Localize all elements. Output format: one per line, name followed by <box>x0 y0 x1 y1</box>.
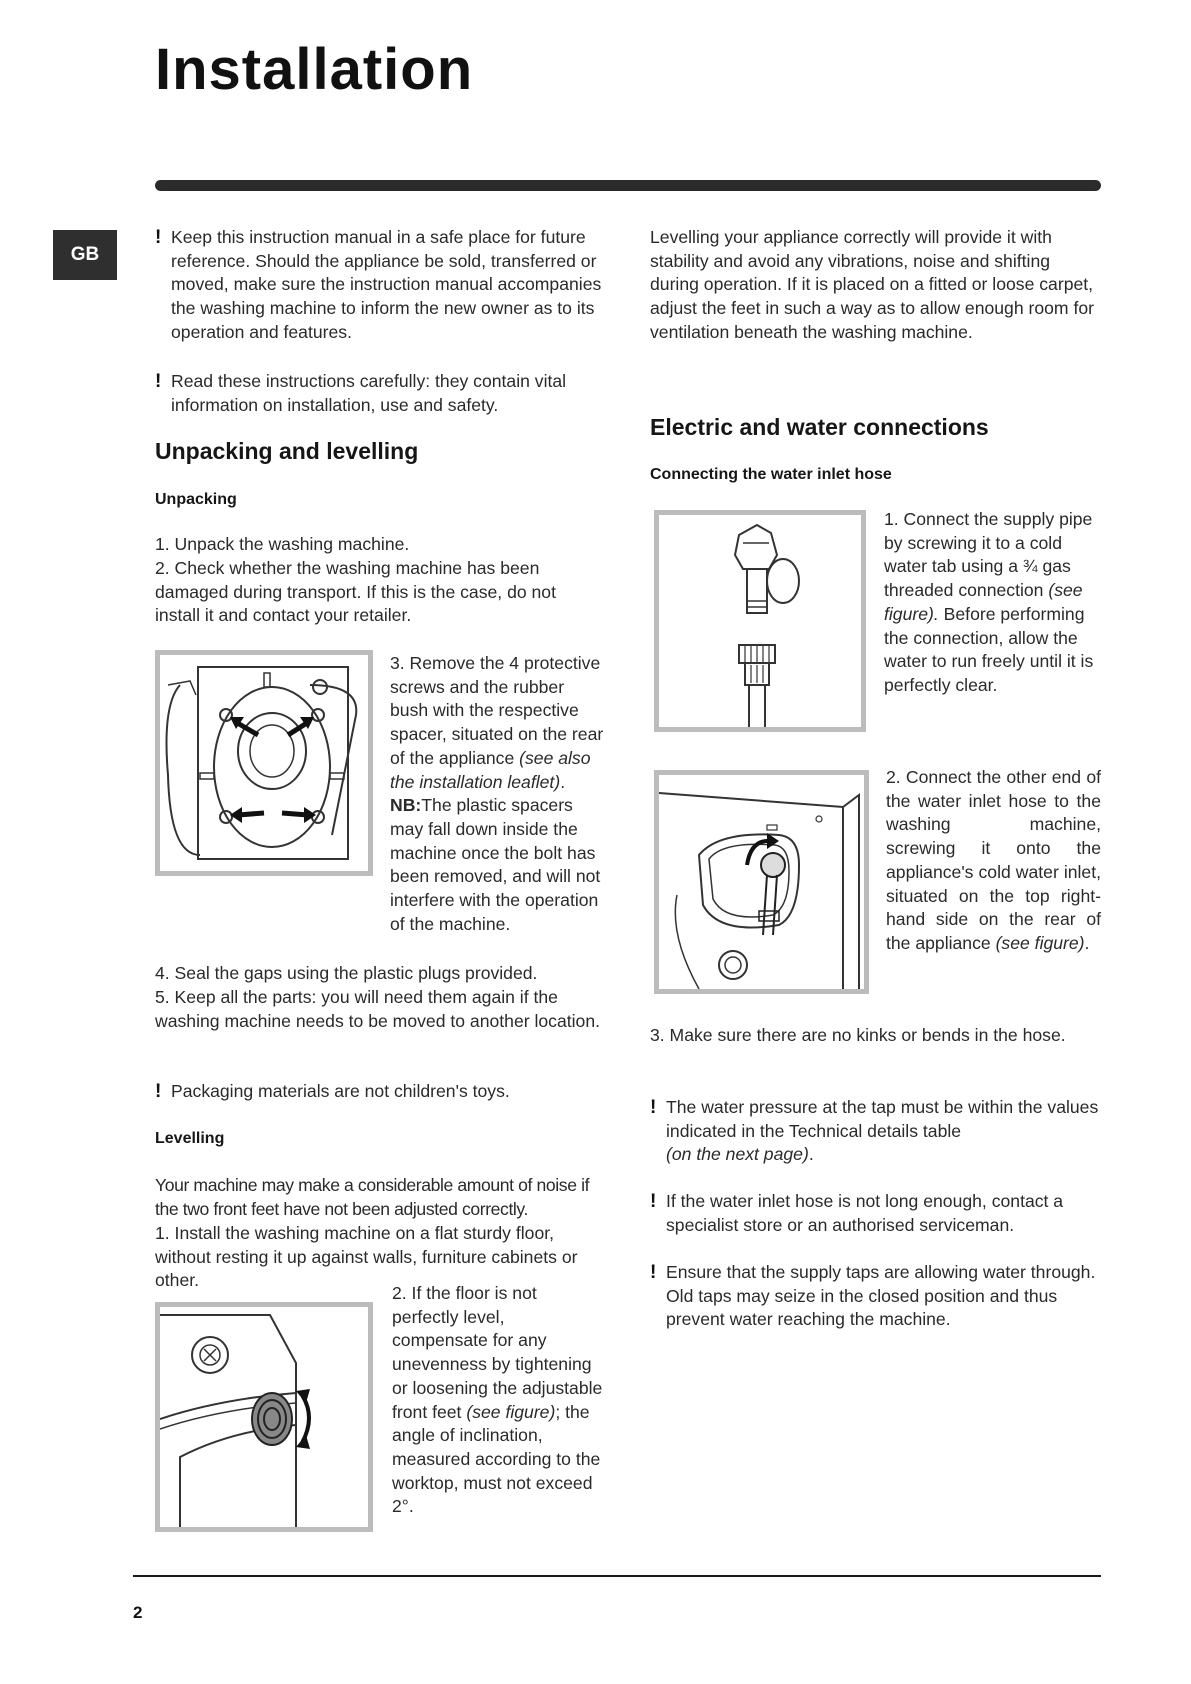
unpacking-step-3-text: 3. Remove the 4 protective screws and the rubber bush with the respective spacer, situated on the rear of the appliance <box>390 653 604 768</box>
subheading-water-inlet-hose: Connecting the water inlet hose <box>650 466 892 483</box>
pressure-warning-end: . <box>808 1144 814 1165</box>
intro-warning-2-text: Read these instructions carefully: they contain vital information on installation, use and safety. <box>171 371 567 415</box>
tap-figure <box>654 510 866 732</box>
warning-icon: ! <box>155 371 162 392</box>
levelling-intro: Your machine may make a considerable amount of noise if the two front feet have not been adjusted correctly. <box>155 1175 590 1219</box>
connection-step-1-reference: (see figure). <box>884 580 1083 624</box>
connection-step-2-text: 2. Connect the other end of the water inlet hose to the washing machine, screwing it onto the appliance's cold water inlet, situated on the top right-hand side on the rear of the appliance <box>886 767 1101 953</box>
pressure-warning-reference: (on the next page) <box>666 1144 809 1165</box>
supply-taps-warning <box>650 1261 1100 1332</box>
connection-step-2 <box>886 766 1101 956</box>
intro-warning-1 <box>155 226 605 345</box>
levelling-step-2 <box>392 1282 605 1519</box>
warning-icon: ! <box>155 227 162 248</box>
unpacking-step-4: 4. Seal the gaps using the plastic plugs provided. <box>155 963 538 983</box>
feet-figure <box>155 1302 373 1532</box>
unpacking-step-1: 1. Unpack the washing machine. <box>155 534 410 554</box>
connection-step-3: 3. Make sure there are no kinks or bends in the hose. <box>650 1025 1066 1045</box>
nb-text: The plastic spacers may fall down inside the machine once the bolt has been removed, and will not interfere with the operation of the machine. <box>390 795 601 934</box>
packaging-warning-text: Packaging materials are not children's toys. <box>171 1081 510 1101</box>
unpacking-step-3-reference: (see also the installation leaflet) <box>390 747 591 792</box>
levelling-step-2-end: ; the angle of inclination, measured according to the worktop, must not exceed 2°. <box>392 1401 601 1517</box>
warning-icon: ! <box>155 1081 162 1102</box>
water-tap-illustration <box>659 515 861 727</box>
rear-screws-figure <box>155 650 373 876</box>
rear-water-inlet-illustration <box>659 775 864 989</box>
intro-warning-2 <box>155 370 605 417</box>
connection-step-2-reference: (see figure) <box>995 932 1085 953</box>
hose-length-warning <box>650 1190 1100 1237</box>
connection-step-1-end: Before performing the connection, allow the water to run freely until it is perfectly clear. <box>884 603 1094 695</box>
pressure-warning-text: The water pressure at the tap must be within the values indicated in the Technical details table <box>666 1097 1099 1141</box>
page-title: Installation <box>155 37 474 102</box>
adjustable-foot-illustration <box>160 1307 368 1527</box>
levelling-step-1: 1. Install the washing machine on a flat sturdy floor, without resting it up against walls, furniture cabinets or other. <box>155 1223 578 1291</box>
warning-icon: ! <box>650 1262 657 1283</box>
subheading-unpacking: Unpacking <box>155 491 237 508</box>
unpacking-step-5: 5. Keep all the parts: you will need them again if the washing machine needs to be moved to another location. <box>155 987 601 1031</box>
connection-step-2-end: . <box>1084 932 1090 953</box>
inlet-figure <box>654 770 869 994</box>
intro-warning-1-text: Keep this instruction manual in a safe place for future reference. Should the appliance be sold, transferred or moved, make sure the instruction manual accompanies the washing machine to inform the new owner as to its operation and features. <box>171 227 602 342</box>
warning-icon: ! <box>650 1191 657 1212</box>
section-title-unpacking-levelling: Unpacking and levelling <box>155 438 419 464</box>
footer-rule <box>133 1575 1101 1577</box>
nb-label: NB: <box>390 795 422 816</box>
header-rule <box>155 180 1101 191</box>
connection-step-1-text: 1. Connect the supply pipe by screwing it to a cold water tab using a ¾ gas threaded connection <box>884 509 1093 601</box>
levelling-paragraph: Levelling your appliance correctly will provide it with stability and avoid any vibrations, noise and shifting during operation. If it is placed on a fitted or loose carpet, adjust the feet in such a way as to allow enough room for ventilation beneath the washing machine. <box>650 227 1095 342</box>
unpacking-step-2: 2. Check whether the washing machine has been damaged during transport. If this is the case, do not install it and contact your retailer. <box>155 558 556 626</box>
unpacking-step-3: 3. Remove the 4 protective screws and the rubber bush with the respective spacer, situated on the rear of the appliance (see also the installation leaflet). NB:The plastic spacers may fall down inside the machine once the bolt has been removed, and will not interfere with the operation of the machine. <box>390 653 604 934</box>
subheading-levelling: Levelling <box>155 1130 225 1147</box>
rear-machine-illustration <box>160 655 368 871</box>
hose-length-warning-text: If the water inlet hose is not long enough, contact a specialist store or an authorised serviceman. <box>666 1191 1064 1235</box>
levelling-step-2-reference: (see figure) <box>466 1401 556 1422</box>
supply-taps-warning-text: Ensure that the supply taps are allowing water through. Old taps may seize in the closed position and thus prevent water reaching the machine. <box>666 1262 1096 1330</box>
language-tab: GB <box>53 230 117 280</box>
page-number: 2 <box>133 1603 143 1622</box>
warning-icon: ! <box>650 1097 657 1118</box>
section-title-connections: Electric and water connections <box>650 414 989 440</box>
pressure-warning <box>650 1096 1100 1167</box>
packaging-warning <box>155 1080 605 1104</box>
pressure-warning-body <box>666 1096 1100 1167</box>
connection-step-1 <box>884 508 1100 698</box>
levelling-step-2-text: 2. If the floor is not perfectly level, compensate for any unevenness by tightening or loosening the adjustable front feet <box>392 1283 603 1422</box>
